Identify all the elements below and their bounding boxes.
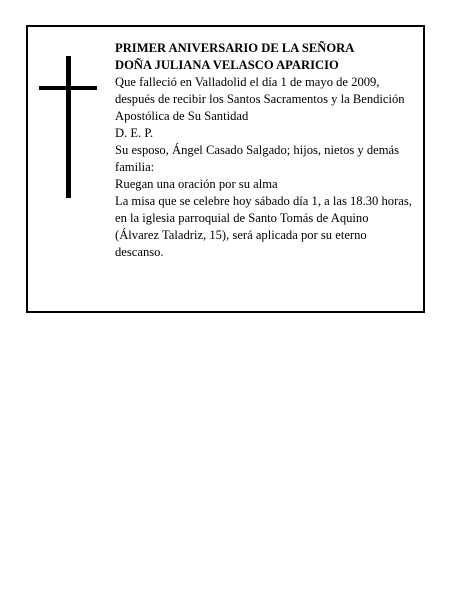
notice-text (115, 40, 415, 261)
notice-heading-line-1: PRIMER ANIVERSARIO DE LA SEÑORA (115, 41, 355, 55)
dep-line: D. E. P. (115, 126, 154, 140)
notice-heading-line-2: DOÑA JULIANA VELASCO APARICIO (115, 58, 339, 72)
cross-vertical-bar (66, 56, 71, 198)
prayer-request: Ruegan una oración por su alma (115, 177, 278, 191)
cross-icon (39, 56, 97, 198)
mass-details: La misa que se celebre hoy sábado día 1, a las 18.30 horas, en la iglesia parroquial de Santo Tomás de Aquino (Álvarez Taladriz, 15), será aplicada por su eterno descanso. (115, 194, 412, 259)
family-line: Su esposo, Ángel Casado Salgado; hijos, nietos y demás familia: (115, 143, 400, 174)
obituary-notice (26, 25, 425, 313)
cross-horizontal-bar (39, 86, 97, 90)
death-announcement: Que falleció en Valladolid el día 1 de mayo de 2009, después de recibir los Santos Sacramentos y la Bendición Apostólica de Su Santidad (115, 75, 405, 123)
